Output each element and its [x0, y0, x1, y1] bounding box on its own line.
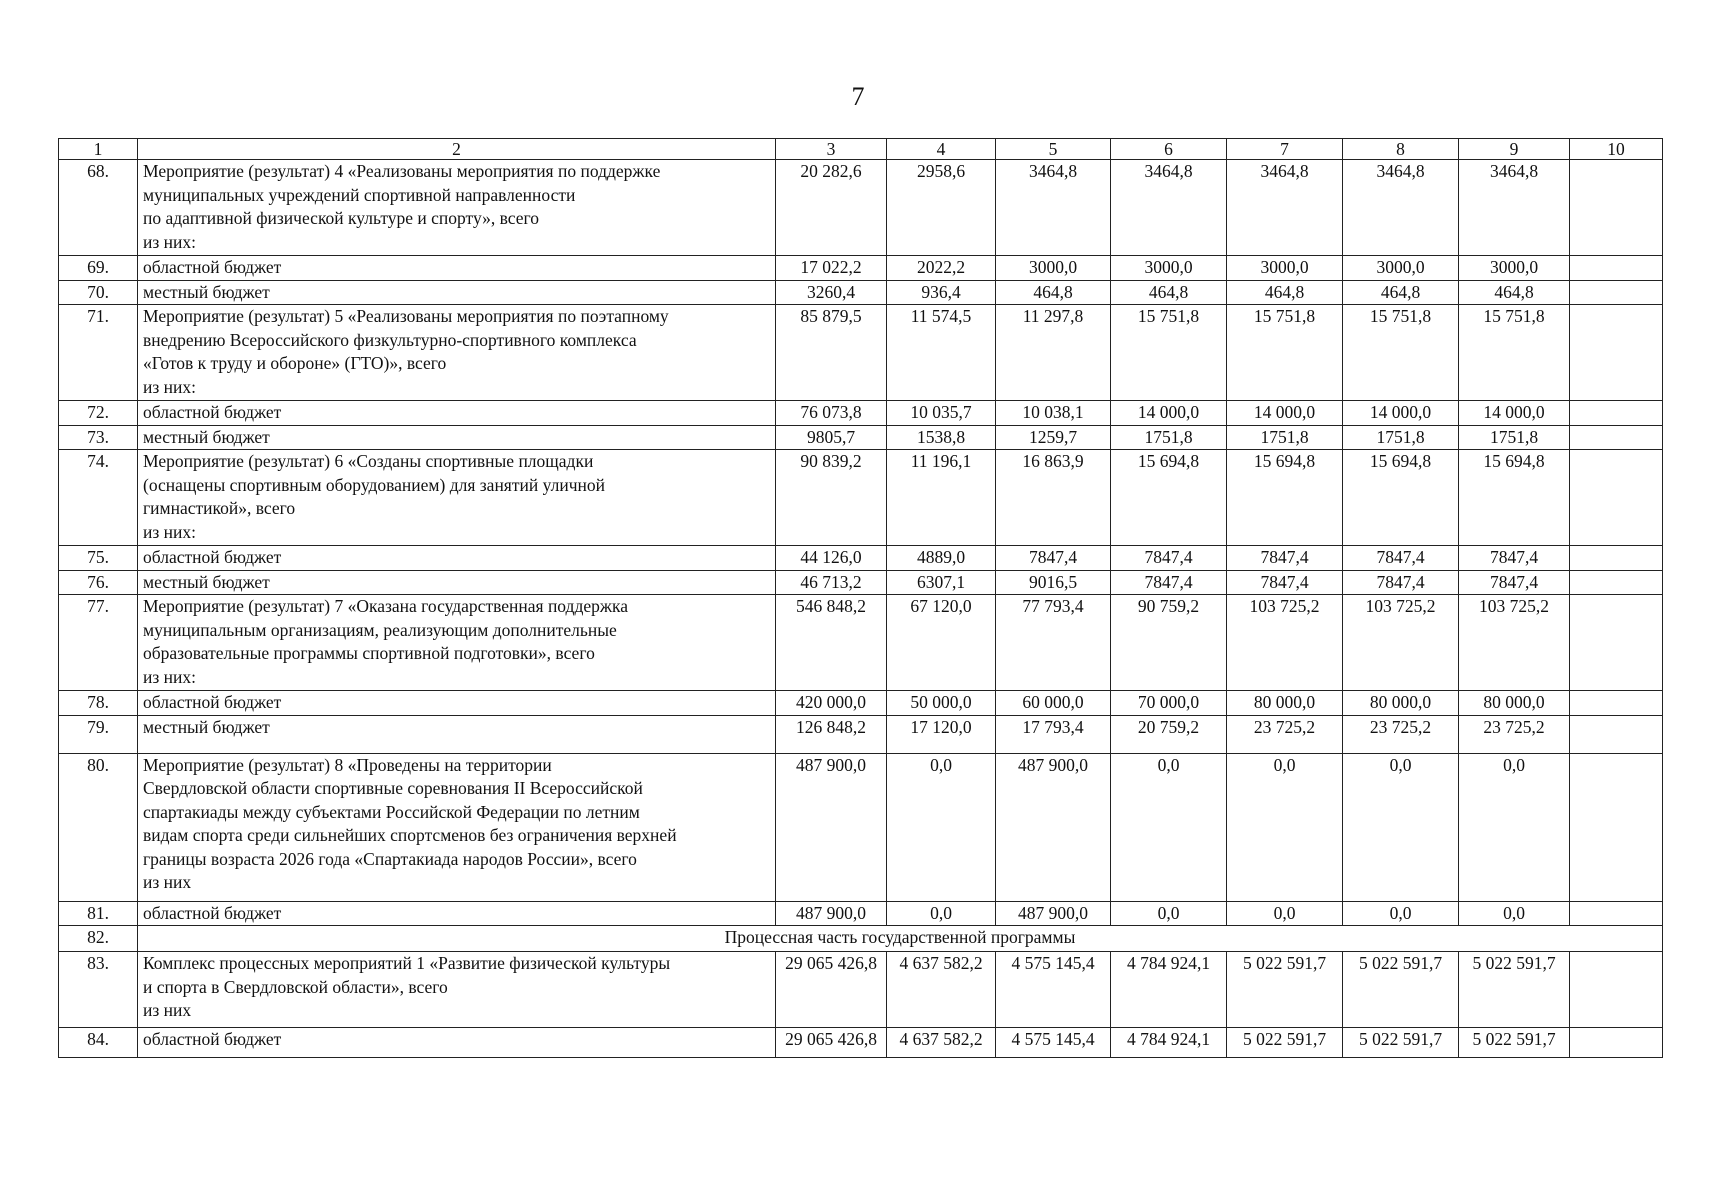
- value-cell-col-8: 3464,8: [1343, 160, 1459, 256]
- row-number: 83.: [59, 952, 138, 1028]
- value-cell-col-5: 7847,4: [996, 546, 1111, 571]
- value-cell-col-10: [1570, 753, 1663, 901]
- value-cell-col-3: 487 900,0: [776, 901, 887, 926]
- column-header: 3: [776, 139, 887, 160]
- description-line: областной бюджет: [143, 257, 282, 277]
- description-line: местный бюджет: [143, 716, 270, 737]
- budget-table: [58, 138, 1663, 1058]
- value-cell-col-5: 3464,8: [996, 160, 1111, 256]
- table-row: [59, 546, 1663, 571]
- row-description: [138, 305, 776, 401]
- value-cell-col-5: 16 863,9: [996, 450, 1111, 546]
- value-cell-col-6: 1751,8: [1111, 425, 1227, 450]
- section-row: [59, 926, 1663, 952]
- value-cell-col-4: 936,4: [887, 280, 996, 305]
- description-line: местный бюджет: [143, 281, 270, 302]
- value-cell-col-9: 7847,4: [1459, 546, 1570, 571]
- value-cell-col-3: 76 073,8: [776, 401, 887, 426]
- value-cell-col-6: 14 000,0: [1111, 401, 1227, 426]
- description-line: внедрению Всероссийского физкультурно-спортивного комплекса: [143, 329, 637, 350]
- value-cell-col-6: 20 759,2: [1111, 715, 1227, 753]
- value-cell-col-6: 4 784 924,1: [1111, 952, 1227, 1028]
- row-description: [138, 160, 776, 256]
- value-cell-col-8: 3000,0: [1343, 256, 1459, 281]
- value-cell-col-7: 0,0: [1227, 753, 1343, 901]
- value-cell-col-4: 4889,0: [887, 546, 996, 571]
- description-line: Мероприятие (результат) 5 «Реализованы мероприятия по поэтапному: [143, 306, 669, 326]
- description-line: границы возраста 2026 года «Спартакиада народов России», всего: [143, 848, 637, 869]
- description-line: спартакиады между субъектами Российской Федерации по летним: [143, 801, 640, 822]
- value-cell-col-8: 0,0: [1343, 901, 1459, 926]
- row-description: [138, 901, 776, 926]
- value-cell-col-9: 5 022 591,7: [1459, 952, 1570, 1028]
- value-cell-col-5: 4 575 145,4: [996, 1028, 1111, 1058]
- value-cell-col-8: 464,8: [1343, 280, 1459, 305]
- description-line: и спорта в Свердловской области», всего: [143, 976, 448, 997]
- value-cell-col-10: [1570, 160, 1663, 256]
- value-cell-col-10: [1570, 305, 1663, 401]
- row-description: [138, 256, 776, 281]
- value-cell-col-8: 5 022 591,7: [1343, 952, 1459, 1028]
- table-row: [59, 753, 1663, 901]
- value-cell-col-4: 0,0: [887, 901, 996, 926]
- value-cell-col-6: 90 759,2: [1111, 595, 1227, 691]
- value-cell-col-4: 4 637 582,2: [887, 952, 996, 1028]
- value-cell-col-7: 3464,8: [1227, 160, 1343, 256]
- row-description: [138, 280, 776, 305]
- row-number: 80.: [59, 753, 138, 901]
- value-cell-col-8: 7847,4: [1343, 546, 1459, 571]
- value-cell-col-5: 3000,0: [996, 256, 1111, 281]
- value-cell-col-6: 70 000,0: [1111, 691, 1227, 716]
- value-cell-col-7: 0,0: [1227, 901, 1343, 926]
- value-cell-col-7: 7847,4: [1227, 546, 1343, 571]
- value-cell-col-3: 85 879,5: [776, 305, 887, 401]
- value-cell-col-3: 90 839,2: [776, 450, 887, 546]
- value-cell-col-3: 20 282,6: [776, 160, 887, 256]
- value-cell-col-10: [1570, 691, 1663, 716]
- table-row: [59, 901, 1663, 926]
- value-cell-col-9: 0,0: [1459, 901, 1570, 926]
- value-cell-col-9: 15 694,8: [1459, 450, 1570, 546]
- value-cell-col-10: [1570, 280, 1663, 305]
- value-cell-col-10: [1570, 952, 1663, 1028]
- row-description: [138, 595, 776, 691]
- value-cell-col-3: 29 065 426,8: [776, 1028, 887, 1058]
- value-cell-col-5: 10 038,1: [996, 401, 1111, 426]
- row-number: 79.: [59, 715, 138, 753]
- value-cell-col-4: 50 000,0: [887, 691, 996, 716]
- column-header: 6: [1111, 139, 1227, 160]
- value-cell-col-6: 464,8: [1111, 280, 1227, 305]
- value-cell-col-9: 15 751,8: [1459, 305, 1570, 401]
- value-cell-col-9: 14 000,0: [1459, 401, 1570, 426]
- column-header: 7: [1227, 139, 1343, 160]
- description-line: Мероприятие (результат) 7 «Оказана государственная поддержка: [143, 596, 628, 616]
- value-cell-col-5: 464,8: [996, 280, 1111, 305]
- table-row: [59, 595, 1663, 691]
- value-cell-col-8: 0,0: [1343, 753, 1459, 901]
- row-description: [138, 450, 776, 546]
- row-description: [138, 753, 776, 901]
- row-number: 70.: [59, 280, 138, 305]
- row-number: 78.: [59, 691, 138, 716]
- value-cell-col-10: [1570, 1028, 1663, 1058]
- value-cell-col-3: 487 900,0: [776, 753, 887, 901]
- table-body: [59, 139, 1663, 1058]
- value-cell-col-5: 487 900,0: [996, 753, 1111, 901]
- value-cell-col-9: 7847,4: [1459, 570, 1570, 595]
- value-cell-col-7: 103 725,2: [1227, 595, 1343, 691]
- value-cell-col-9: 80 000,0: [1459, 691, 1570, 716]
- value-cell-col-8: 5 022 591,7: [1343, 1028, 1459, 1058]
- description-line: областной бюджет: [143, 547, 282, 567]
- value-cell-col-7: 464,8: [1227, 280, 1343, 305]
- description-line: Мероприятие (результат) 4 «Реализованы мероприятия по поддержке: [143, 161, 661, 181]
- value-cell-col-8: 1751,8: [1343, 425, 1459, 450]
- description-line: по адаптивной физической культуре и спорту», всего: [143, 208, 540, 228]
- value-cell-col-5: 9016,5: [996, 570, 1111, 595]
- value-cell-col-6: 0,0: [1111, 753, 1227, 901]
- table-row: [59, 952, 1663, 1028]
- table-row: [59, 280, 1663, 305]
- value-cell-col-5: 487 900,0: [996, 901, 1111, 926]
- table-row: [59, 691, 1663, 716]
- value-cell-col-8: 15 694,8: [1343, 450, 1459, 546]
- row-description: [138, 570, 776, 595]
- value-cell-col-10: [1570, 450, 1663, 546]
- column-header: 10: [1570, 139, 1663, 160]
- value-cell-col-7: 23 725,2: [1227, 715, 1343, 753]
- description-line: местный бюджет: [143, 426, 270, 447]
- value-cell-col-7: 15 694,8: [1227, 450, 1343, 546]
- description-line: Мероприятие (результат) 8 «Проведены на территории: [143, 754, 552, 775]
- value-cell-col-3: 17 022,2: [776, 256, 887, 281]
- value-cell-col-7: 15 751,8: [1227, 305, 1343, 401]
- value-cell-col-8: 15 751,8: [1343, 305, 1459, 401]
- value-cell-col-10: [1570, 256, 1663, 281]
- description-line: из них:: [143, 521, 196, 542]
- value-cell-col-4: 1538,8: [887, 425, 996, 450]
- description-line: областной бюджет: [143, 692, 282, 712]
- description-line: областной бюджет: [143, 1029, 282, 1049]
- section-title: Процессная часть государственной программы: [138, 926, 1663, 952]
- value-cell-col-10: [1570, 425, 1663, 450]
- value-cell-col-7: 7847,4: [1227, 570, 1343, 595]
- row-number: 77.: [59, 595, 138, 691]
- value-cell-col-7: 3000,0: [1227, 256, 1343, 281]
- row-number: 71.: [59, 305, 138, 401]
- value-cell-col-4: 67 120,0: [887, 595, 996, 691]
- table-row: [59, 305, 1663, 401]
- value-cell-col-10: [1570, 546, 1663, 571]
- value-cell-col-9: 3464,8: [1459, 160, 1570, 256]
- value-cell-col-9: 464,8: [1459, 280, 1570, 305]
- row-number: 82.: [59, 926, 138, 952]
- value-cell-col-6: 15 751,8: [1111, 305, 1227, 401]
- value-cell-col-8: 103 725,2: [1343, 595, 1459, 691]
- description-line: из них: [143, 872, 192, 892]
- row-number: 75.: [59, 546, 138, 571]
- column-header: 1: [59, 139, 138, 160]
- value-cell-col-7: 14 000,0: [1227, 401, 1343, 426]
- value-cell-col-7: 5 022 591,7: [1227, 952, 1343, 1028]
- description-line: областной бюджет: [143, 402, 282, 422]
- description-line: (оснащены спортивным оборудованием) для занятий уличной: [143, 474, 605, 495]
- value-cell-col-7: 5 022 591,7: [1227, 1028, 1343, 1058]
- row-number: 73.: [59, 425, 138, 450]
- description-line: из них:: [143, 231, 196, 252]
- value-cell-col-6: 15 694,8: [1111, 450, 1227, 546]
- value-cell-col-6: 7847,4: [1111, 570, 1227, 595]
- value-cell-col-3: 420 000,0: [776, 691, 887, 716]
- row-number: 81.: [59, 901, 138, 926]
- row-number: 69.: [59, 256, 138, 281]
- row-number: 72.: [59, 401, 138, 426]
- value-cell-col-4: 2022,2: [887, 256, 996, 281]
- description-line: гимнастикой», всего: [143, 498, 296, 518]
- table-row: [59, 401, 1663, 426]
- value-cell-col-5: 11 297,8: [996, 305, 1111, 401]
- value-cell-col-6: 3000,0: [1111, 256, 1227, 281]
- row-description: [138, 1028, 776, 1058]
- page-number: 7: [851, 82, 865, 111]
- value-cell-col-3: 9805,7: [776, 425, 887, 450]
- row-description: [138, 401, 776, 426]
- value-cell-col-9: 23 725,2: [1459, 715, 1570, 753]
- value-cell-col-4: 17 120,0: [887, 715, 996, 753]
- column-header: 9: [1459, 139, 1570, 160]
- description-line: Мероприятие (результат) 6 «Созданы спортивные площадки: [143, 451, 594, 471]
- column-header: 4: [887, 139, 996, 160]
- value-cell-col-9: 1751,8: [1459, 425, 1570, 450]
- row-number: 84.: [59, 1028, 138, 1058]
- value-cell-col-10: [1570, 715, 1663, 753]
- value-cell-col-6: 7847,4: [1111, 546, 1227, 571]
- description-line: из них:: [143, 666, 196, 687]
- value-cell-col-4: 11 574,5: [887, 305, 996, 401]
- value-cell-col-3: 44 126,0: [776, 546, 887, 571]
- value-cell-col-10: [1570, 570, 1663, 595]
- description-line: областной бюджет: [143, 902, 282, 923]
- column-number-header-row: [59, 139, 1663, 160]
- value-cell-col-7: 1751,8: [1227, 425, 1343, 450]
- row-description: [138, 425, 776, 450]
- value-cell-col-7: 80 000,0: [1227, 691, 1343, 716]
- description-line: местный бюджет: [143, 571, 270, 592]
- description-line: из них: [143, 1000, 192, 1020]
- column-header: 5: [996, 139, 1111, 160]
- value-cell-col-6: 3464,8: [1111, 160, 1227, 256]
- table-row: [59, 450, 1663, 546]
- value-cell-col-9: 103 725,2: [1459, 595, 1570, 691]
- table-row: [59, 1028, 1663, 1058]
- row-number: 74.: [59, 450, 138, 546]
- value-cell-col-3: 3260,4: [776, 280, 887, 305]
- description-line: образовательные программы спортивной подготовки», всего: [143, 643, 595, 663]
- value-cell-col-4: 0,0: [887, 753, 996, 901]
- row-description: [138, 546, 776, 571]
- table-row: [59, 715, 1663, 753]
- row-number: 68.: [59, 160, 138, 256]
- value-cell-col-9: 5 022 591,7: [1459, 1028, 1570, 1058]
- description-line: «Готов к труду и обороне» (ГТО)», всего: [143, 353, 447, 373]
- description-line: Свердловской области спортивные соревнования II Всероссийской: [143, 778, 643, 798]
- description-line: муниципальных учреждений спортивной направленности: [143, 184, 576, 205]
- value-cell-col-6: 4 784 924,1: [1111, 1028, 1227, 1058]
- row-description: [138, 952, 776, 1028]
- value-cell-col-4: 11 196,1: [887, 450, 996, 546]
- row-description: [138, 715, 776, 753]
- value-cell-col-6: 0,0: [1111, 901, 1227, 926]
- value-cell-col-3: 29 065 426,8: [776, 952, 887, 1028]
- value-cell-col-8: 80 000,0: [1343, 691, 1459, 716]
- description-line: видам спорта среди сильнейших спортсменов без ограничения верхней: [143, 825, 677, 845]
- column-header: 2: [138, 139, 776, 160]
- value-cell-col-5: 1259,7: [996, 425, 1111, 450]
- value-cell-col-8: 7847,4: [1343, 570, 1459, 595]
- table-row: [59, 256, 1663, 281]
- value-cell-col-4: 4 637 582,2: [887, 1028, 996, 1058]
- value-cell-col-10: [1570, 401, 1663, 426]
- value-cell-col-9: 3000,0: [1459, 256, 1570, 281]
- table-row: [59, 160, 1663, 256]
- value-cell-col-4: 2958,6: [887, 160, 996, 256]
- value-cell-col-10: [1570, 901, 1663, 926]
- value-cell-col-4: 10 035,7: [887, 401, 996, 426]
- table-row: [59, 425, 1663, 450]
- value-cell-col-9: 0,0: [1459, 753, 1570, 901]
- row-number: 76.: [59, 570, 138, 595]
- description-line: муниципальным организациям, реализующим дополнительные: [143, 619, 617, 640]
- description-line: Комплекс процессных мероприятий 1 «Развитие физической культуры: [143, 953, 671, 973]
- value-cell-col-5: 17 793,4: [996, 715, 1111, 753]
- value-cell-col-8: 23 725,2: [1343, 715, 1459, 753]
- description-line: из них:: [143, 376, 196, 397]
- row-description: [138, 691, 776, 716]
- table-row: [59, 570, 1663, 595]
- value-cell-col-5: 4 575 145,4: [996, 952, 1111, 1028]
- value-cell-col-3: 546 848,2: [776, 595, 887, 691]
- value-cell-col-8: 14 000,0: [1343, 401, 1459, 426]
- value-cell-col-3: 46 713,2: [776, 570, 887, 595]
- value-cell-col-5: 77 793,4: [996, 595, 1111, 691]
- value-cell-col-5: 60 000,0: [996, 691, 1111, 716]
- value-cell-col-10: [1570, 595, 1663, 691]
- value-cell-col-3: 126 848,2: [776, 715, 887, 753]
- value-cell-col-4: 6307,1: [887, 570, 996, 595]
- column-header: 8: [1343, 139, 1459, 160]
